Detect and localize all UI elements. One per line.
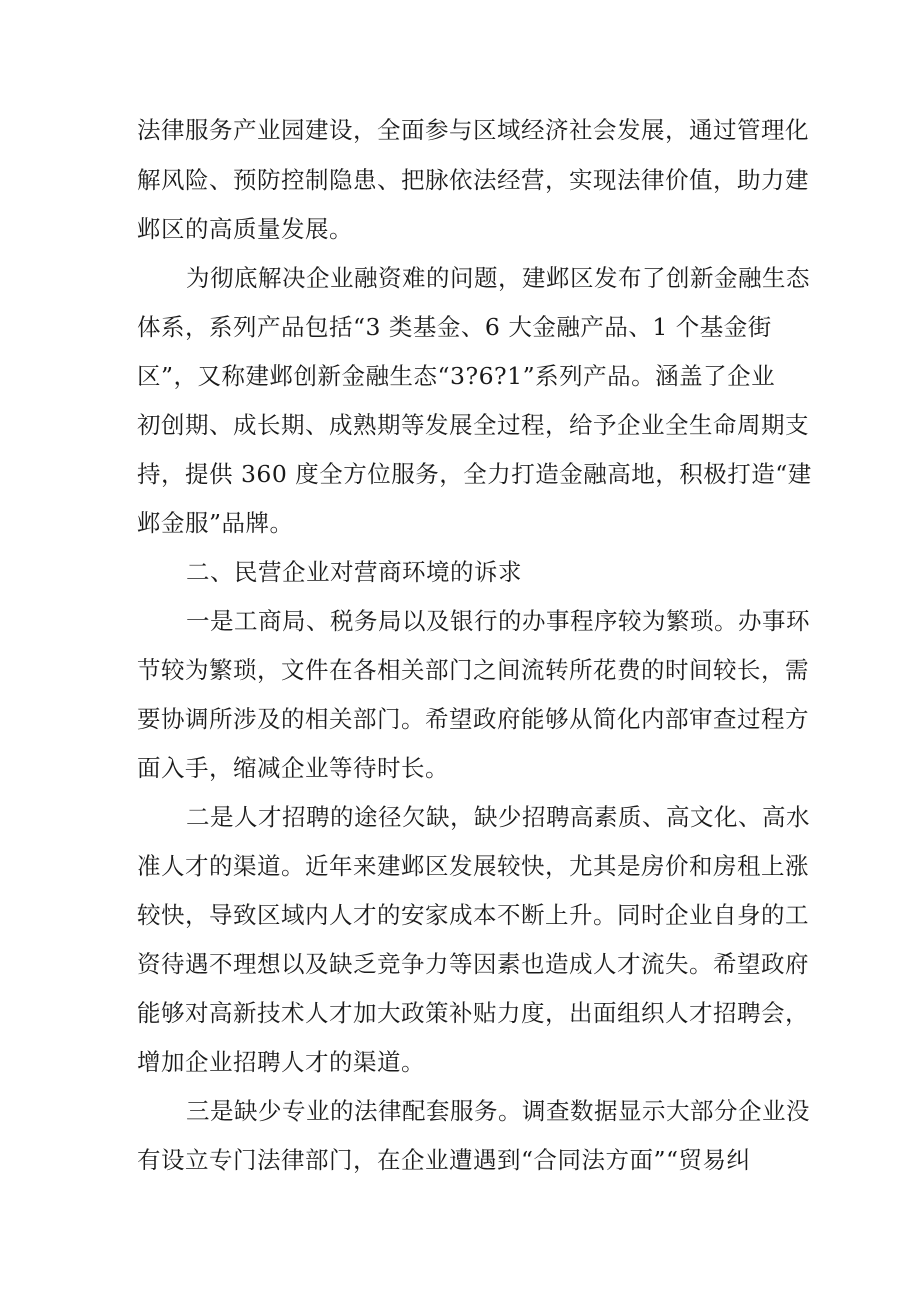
text-line: 能够对高新技术人才加大政策补贴力度，出面组织人才招聘会， bbox=[137, 999, 809, 1027]
text-line: 解风险、预防控制隐患、把脉依法经营，实现法律价值，助力建 bbox=[137, 166, 809, 194]
text-line: 增加企业招聘人才的渠道。 bbox=[137, 1048, 425, 1076]
text-line: 邺区的高质量发展。 bbox=[137, 215, 353, 243]
section-heading: 二、民营企业对营商环境的诉求 bbox=[186, 558, 522, 586]
text-line: 面入手，缩减企业等待时长。 bbox=[137, 754, 449, 782]
text-line: 节较为繁琐，文件在各相关部门之间流转所花费的时间较长，需 bbox=[137, 656, 809, 684]
text-line: 有设立专门法律部门，在企业遭遇到“合同法方面”“贸易纠 bbox=[137, 1146, 751, 1174]
text-line: 体系，系列产品包括“3 类基金、6 大金融产品、1 个基金街 bbox=[137, 313, 772, 341]
text-line: 二是人才招聘的途径欠缺，缺少招聘高素质、高文化、高水 bbox=[186, 803, 810, 831]
text-line: 要协调所涉及的相关部门。希望政府能够从简化内部审查过程方 bbox=[137, 705, 809, 733]
text-line: 区”，又称建邺创新金融生态“3?6?1”系列产品。涵盖了企业 bbox=[137, 362, 776, 390]
text-line: 法律服务产业园建设，全面参与区域经济社会发展，通过管理化 bbox=[137, 116, 809, 144]
text-line: 为彻底解决企业融资难的问题，建邺区发布了创新金融生态 bbox=[186, 264, 810, 292]
text-line: 资待遇不理想以及缺乏竞争力等因素也造成人才流失。希望政府 bbox=[137, 950, 809, 978]
text-line: 邺金服”品牌。 bbox=[137, 509, 294, 537]
text-line: 三是缺少专业的法律配套服务。调查数据显示大部分企业没 bbox=[186, 1097, 810, 1125]
text-line: 一是工商局、税务局以及银行的办事程序较为繁琐。办事环 bbox=[186, 607, 810, 635]
text-line: 准人才的渠道。近年来建邺区发展较快，尤其是房价和房租上涨 bbox=[137, 852, 809, 880]
text-line: 持，提供 360 度全方位服务，全力打造金融高地，积极打造“建 bbox=[137, 460, 812, 488]
text-line: 较快，导致区域内人才的安家成本不断上升。同时企业自身的工 bbox=[137, 901, 809, 929]
text-line: 初创期、成长期、成熟期等发展全过程，给予企业全生命周期支 bbox=[137, 411, 809, 439]
